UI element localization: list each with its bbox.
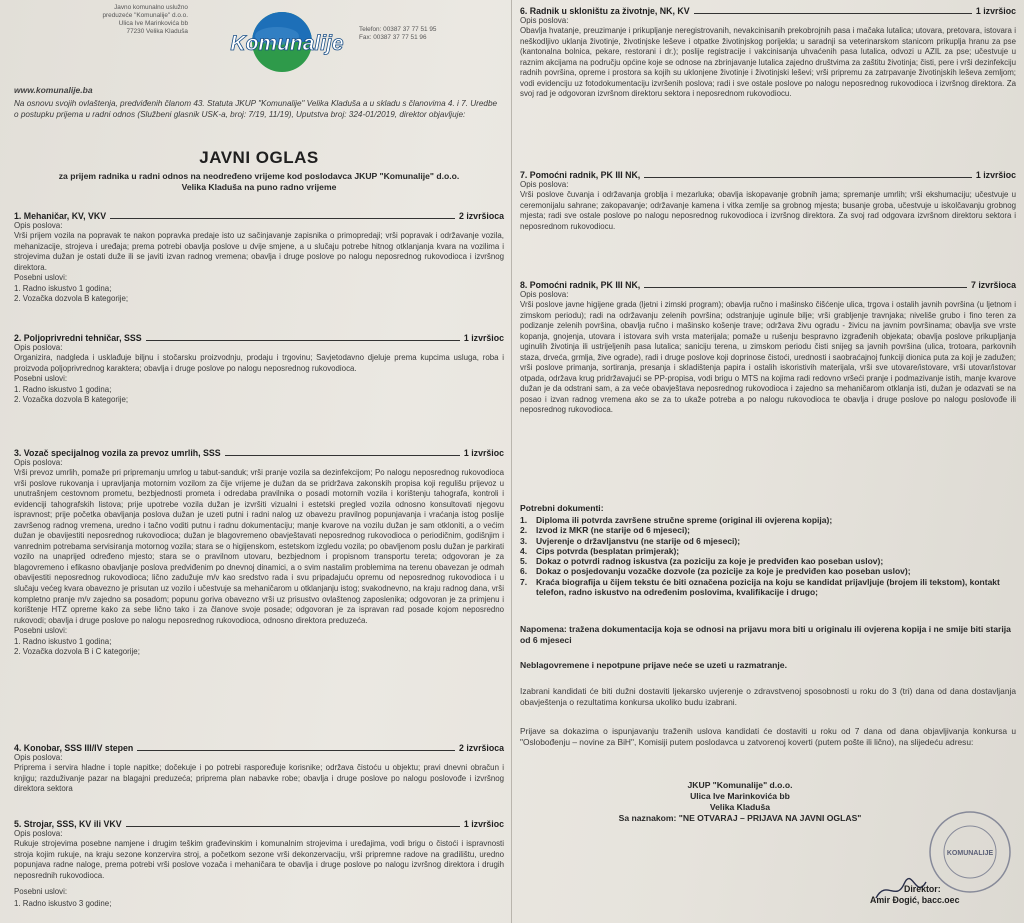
company-line: Javno komunalno uslužno (114, 4, 188, 11)
position-count: 1 izvršioc (463, 333, 504, 343)
letterhead (14, 0, 504, 82)
document-item: 2. Izvod iz MKR (ne starije od 6 mjeseci); (520, 525, 690, 536)
position-count: 1 izvršioc (975, 6, 1016, 16)
position-8 (520, 278, 1016, 416)
position-title: 8. Pomoćni radnik, PK III NK, (520, 280, 641, 290)
opis-label: Opis poslova: (14, 221, 63, 230)
position-5 (14, 817, 504, 910)
condition-item: 1. Radno iskustvo 1 godina; (14, 384, 112, 394)
opis-label: Opis poslova: (14, 343, 63, 352)
condition-item: 2. Vozačka dozvola B kategorije; (14, 394, 129, 404)
document-text: Kraća biografija u čijem tekstu će biti označena pozicija na koju se kandidat prijavljuje (brojem ili tekstom), kontakt telefon, radno iskustvo na određenim poslovima, kvalifikacije i drugo; (536, 576, 1000, 598)
company-line: preduzeće "Komunalije" d.o.o. (102, 12, 188, 19)
position-title: 7. Pomoćni radnik, PK III NK, (520, 170, 641, 180)
position-count: 1 izvršioc (975, 170, 1016, 180)
document-item: 4. Cips potvrda (besplatan primjerak); (520, 545, 680, 556)
position-description: Rukuje strojevima posebne namjene i drugim teškim građevinskim i komunalnim strojevima i uređajima, vodi brigu o čistoći i ispravnosti stroja kojim rukuje, na kraju sezone konzervira stroj, a početkom sezone vrši dekonzervaciju, vrši pripremne radove na gradilištu, uredno popunjava radne naloge, prema potrebi vrši poslove vozača i mehaničara te obavlja i druge poslove po nalogu izvršnog direktora i drugih neposrednih rukovodioca. (14, 839, 504, 880)
condition-item: 1. Radno iskustvo 1 godina; (14, 283, 112, 293)
opis-label: Opis poslova: (14, 753, 63, 762)
incomplete-notice: Neblagovremene i nepotpune prijave neće se uzeti u razmatranje. (520, 660, 787, 670)
intro-text: Na osnovu svojih ovlaštenja, predviđenih članom 43. Statuta JKUP "Komunalije" Velika Kladuša a u skladu s članovima 4. i 7. Uredbe o postupku prijema u radni odnos (Službeni glasnik USK-a, broj: 7/19, 11/19), Uputstva broj: 324-01/2019, direktor objavljuje: (14, 99, 498, 119)
signature-block (870, 884, 959, 906)
company-line: 77230 Velika Kladuša (126, 28, 188, 35)
page-title: JAVNI OGLAS (199, 148, 319, 167)
position-1 (14, 209, 504, 304)
position-description: Vrši prijem vozila na popravak te nakon popravka predaje isto uz sačinjavanje zapisnika o primopredaji; vrši popravak i održavanje vozila, mehanizacije, strojeva i uređaja; prema potrebi obavlja poslove u dvije smjene, a u slučaju potrebe hitnog otklanjanja kvara na vozilima i strojevima dužan je ostati duže ili se javiti izvan radnog vremena; obavlja i druge poslove po nalogu neposrednog rukovodioca i izvršnog direktora. (14, 231, 504, 272)
position-title: 2. Poljoprivredni tehničar, SSS (14, 333, 142, 343)
document-text: Dokaz o posjedovanju vozačke dozvole (za pozicije za koje je predviđen kao poseban uslov); (536, 566, 911, 577)
position-heading (14, 331, 504, 343)
left-column (14, 0, 504, 909)
company-line: Ulica Ive Marinkovića bb (118, 20, 188, 27)
condition-item: 2. Vozačka dozvola B kategorije; (14, 294, 129, 303)
phone-line: Telefon: 00387 37 77 51 95 (359, 26, 437, 33)
position-count: 7 izvršioca (971, 280, 1016, 290)
condition-item: 1. Radno iskustvo 1 godina; (14, 636, 112, 646)
position-title: 6. Radnik u skloništu za životnje, NK, KV (520, 6, 690, 16)
komunalije-logo (222, 8, 352, 76)
documents-heading: Potrebni dokumenti: (520, 503, 604, 513)
medical-paragraph: Izabrani kandidati će biti dužni dostaviti ljekarsko uvjerenje o zdravstvenoj sposobnosti u roku do 3 (tri) dana od dana dostavljanja obavještenja o rezultatima konkursa ukoliko budu izabrani. (520, 686, 1016, 707)
position-count: 1 izvršioc (463, 819, 504, 829)
position-heading (14, 209, 504, 221)
position-7 (520, 168, 1016, 232)
opis-label: Opis poslova: (520, 180, 569, 189)
document-text: Dokaz o potvrdi radnog iskustva (za poziciju za koje je predviđen kao poseban uslov); (536, 556, 884, 567)
position-4 (14, 741, 504, 795)
document-text: Uvjerenje o državljanstvu (ne starije od 6 mjeseci); (536, 535, 741, 546)
position-title: 3. Vozač specijalnog vozila za prevoz umrlih, SSS (14, 448, 221, 458)
director-label: Direktor: (904, 884, 941, 894)
subtitle-line: Velika Kladuša na puno radno vrijeme (181, 181, 337, 192)
condition-item: 2. Vozačka dozvola B i C kategorije; (14, 647, 140, 657)
logo-text: Komunalije (230, 32, 344, 55)
opis-label: Opis poslova: (520, 16, 569, 25)
condition-item: 1. Radno iskustvo 3 godine; (14, 899, 112, 909)
position-count: 2 izvršioca (459, 211, 504, 221)
position-heading (14, 741, 504, 753)
required-documents (520, 503, 1016, 597)
position-count: 2 izvršioca (459, 743, 504, 753)
position-heading (520, 278, 1016, 290)
opis-label: Opis poslova: (520, 290, 569, 299)
document-item: 1. Diploma ili potvrda završene stručne spreme (original ili ovjerena kopija); (520, 515, 833, 525)
address-line: Ulica Ive Marinkovića bb (690, 791, 790, 801)
position-description: Vrši poslove čuvanja i održavanja groblja i mezarluka; obavlja iskopavanje grobnih jama; spremanje umrlih; vrši ekshumaciju; učestvuje u ceremonijalu sahrane; zakopavanje; održavanje kamena i vitka zemlje sa grobnog mjesta; busanje groba, učestvuje u iskolčavanju grobnog mjesta; radi sve ostale poslove po nalogu neposrednog rukovodioca i izvršnog direktora. Za svoj rad odgovara izvršnom direktoru sektora i neposrednom rukovodiocu. (520, 190, 1016, 231)
position-description: Organizira, nadgleda i usklađuje biljnu i stočarsku proizvodnju, prodaju i trgovinu; Savjetodavno djeluje prema kupcima usluga, roba i proizvoda poljoprivrednog karaktera; obavlja i druge poslove po nalogu neposrednog rukovodioca. (14, 353, 504, 373)
position-description: Vrši poslove javne higijene grada (ljetni i zimski program); obavlja ručno i mašinsko čišćenje ulica, trgova i ostalih javnih površina (u ljetnom i zimskom periodu); radi na održavanju zelenih površina; odstranjuje uginule bilje; vrši grabljenje travnjaka; niveliše grubo i fino teren za podizanje zelenih površina, obavlja ručno i mašinsko košenje trave; održava živu ogradu - živicu na javnim površinama; obavlja sve vrste kopanja, gnojenja, utovara i istovara svih vrsta materijala; pomaže u rušenju bespravno izgrađenih objekata; obavlja poslove prikupljanja uginulih životinja ili ustrijeljenih pasa lutalica; saniciju terena, u zimskom periodu čisti snijeg sa javnih površina (ulica, trotoara, parkovnih staza, drveća, grmlja, žive ograde), radi i druge poslove koji doprinose čistoći, urednosti i saobraćajnoj funkciji dionica puta za koji je zadužen; vrši poslove primanja, sortiranja, presanja i skladištenja papira i ostalih iskoristivih materijala, vrši sve utovare/istovare, vrši utovar/istovar otpada, održava krug pridržavajući se PP-propisa, vodi brigu o MTS na kojima radi redovno vršeći pranje i podmazivanje istih, manje kvarove dužan je da odstrani sam, a za veće obavještava neposrednog rukovodioca i zajedno sa mehaničarom otklanja isti, dužan je odazvati se na posao i izvan radnog vremena ako se za to ukaže potreba a po nalogu rukovodioca te obavlja i druge poslove po nalogu poslovođe ili neposrednog rukovodioca. (520, 300, 1016, 415)
address-line: JKUP "Komunalije" d.o.o. (687, 780, 793, 790)
position-heading (520, 168, 1016, 180)
opis-label: Opis poslova: (14, 829, 63, 838)
director-name: Amir Đogić, bacc.oec (870, 895, 960, 905)
document-item: 7. Kraća biografija u čijem tekstu će biti označena pozicija na koju se kandidat prijavljuje (brojem ili tekstom), kontakt telefon, radno iskustvo na određenim poslovima, kvalifikacije i drugo; (520, 577, 1016, 598)
fax-line: Fax: 00387 37 77 51 96 (359, 34, 427, 41)
document-item: 5. Dokaz o potvrdi radnog iskustva (za poziciju za koje je predviđen kao poseban uslov); (520, 556, 884, 567)
document-item: 3. Uvjerenje o državljanstvu (ne starije od 6 mjeseci); (520, 535, 741, 546)
mailing-address (520, 780, 960, 824)
position-2 (14, 331, 504, 405)
position-heading (14, 446, 504, 458)
position-title: 5. Strojar, SSS, KV ili VKV (14, 819, 122, 829)
position-count: 1 izvršioc (463, 448, 504, 458)
position-title: 4. Konobar, SSS III/IV stepen (14, 743, 134, 753)
subtitle-line: za prijem radnika u radni odnos na neodređeno vrijeme kod poslodavca JKUP "Komunalije" d.o.o. (58, 171, 460, 181)
document-text: Cips potvrda (besplatan primjerak); (536, 545, 680, 556)
address-marking: Sa naznakom: "NE OTVARAJ – PRIJAVA NA JAVNI OGLAS" (618, 813, 862, 823)
position-description: Priprema i servira hladne i tople napitke; dočekuje i po potrebi raspoređuje korisnike; održava čistoću u objektu; pravi dnevni obračun i knjigu; razduživanje pazar na blagajni preduzeća; priprema plan nabavke robe; obavlja i druge poslove po nalogu poslovođe i izvršnog direktora sektora (14, 763, 504, 794)
website: www.komunalije.ba (14, 85, 93, 95)
address-line: Velika Kladuša (709, 802, 771, 812)
column-divider (511, 0, 512, 923)
document-text: Diploma ili potvrda završene stručne spreme (original ili ovjerena kopija); (536, 515, 833, 525)
position-description: Vrši prevoz umrlih, pomaže pri pripremanju umrlog u tabut-sanduk; vrši pranje vozila sa dezinfekcijom; Po nalogu neposrednog rukovodioca vrši poslove rukovanja i upravljanja motornim vozilom za čije vrijeme je dužan da se pridržava zakonskih propisa koji regulišu prijevoz u unutrašnjem cestovnom prometu, bezbjednosti prometa i odredaba pravilnika o posadi motornih vozila i korištenju tahografa, kontroli i evidenciji tahografskih listova; prije upotrebe vozila dužan je izvršiti vizualni i estetski pregled vozila odnosno konsultovati njegovu ispravnost; prije početka obavljanja poslova dužan je uzeti putni i radni nalog uz obavezu pravilnog popunjavanja i vraćanja istog poslije završenog radnog vremena, uredno i tačno voditi putnu i radnu dokumentaciju; manje kvarove na vozilu dužan je sam otkloniti, a o većim dužan je obavijestiti neposrednog rukovodioca; dužan je blagovremeno obavještavati neposrednog rukovodioca o periodičnim, godišnjim i vanrednim potrebama servisiranja motornog vozila; stara se o higijenskom, estetskom izgledu vozila; po obavljenom poslu dužan je parkirati vozilo na unaprijed određeno mjesto; stara se o pravilnom utovaru, bezbjednom i propisnom transportu tereta; odgovoran je za blagovremeno i efikasno obavljanje poslova predviđenim po dnevnoj dinamici, a o svim nastalim problemima na terenu obavezan je odmah obavijestiti neposrednog rukovodioca; lično zadužuje m/v kao sredstvo rada i svu pripadajuću opremu od neposrednog rukovodioca i u slučaju većeg kvara obavezno je prisutan uz vozilo i učestvuje sa mehaničarom u otklanjanju istog; svakodnevno, na kraju radnog dana, vrši kompletno pranje m/v zajedno sa posadom; popunu goriva obavezno vrši uz prisustvo ovlaštenog zaposlenika; odgovoran je za primjenu i korištenje HTZ opreme kako za sebe lično tako i za članove svoje posade; odgovoran je za ispravan rad posade kojom neposredno rukovodi; obavlja i druge poslove po nalogu neposrednog rukovodioca, odnosno direktora preduzeća. (14, 468, 504, 625)
position-heading (520, 4, 1016, 16)
conditions-label: Posebni uslovi: (14, 273, 68, 283)
position-3 (14, 446, 504, 657)
note: Napomena: tražena dokumentacija koja se odnosi na prijavu mora biti u originalu ili ovjerena kopija i ne smije biti starija od 6 mjeseci (520, 624, 1011, 645)
opis-label: Opis poslova: (14, 458, 63, 467)
conditions-label: Posebni uslovi: (14, 626, 68, 636)
position-title: 1. Mehaničar, KV, VKV (14, 211, 107, 221)
document-text: Izvod iz MKR (ne starije od 6 mjeseci); (536, 525, 690, 536)
position-heading (14, 817, 504, 829)
stamp-text: KOMUNALIJE (946, 850, 994, 857)
conditions-label: Posebni uslovi: (14, 374, 68, 384)
conditions-label: Posebni uslovi: (14, 887, 68, 897)
documents-list (520, 515, 1016, 597)
position-description: Obavlja hvatanje, preuzimanje i prikupljanje neregistrovanih, nevakcinisanih prekobrojnih pasa i mačaka lutalica; utovara, pretovara, istovara i neškodljivo uklanja životinje, životinjske leševe i otpatke životinjskog porijekla; u saradnji sa veterinarskom stanicom prikuplja hranu za pse (kantonalna bolnica, pekare, restorani i dr.); poslije registracije i vakcinisanja uhvaćenih pasa lutalica, odvozi u AZIL za pse; učestvuje u raznim akcijama na području općine koje se odnose na zbrinjavanje lutalica zajedno društvima za zaštitu životinja; čisti, pere i vrši dezinfekciju radnih površina, opreme i prostora sa kojih su uklonjene životinje i životinjski leševi; vrši pripremu za zatrpavanje životinjskih leševa zemljom; vodi evidenciju uz fotodokumentaciju izvršenih poslova; radi i sve ostale poslove po nalogu neposrednog rukovodioca i izvršnog direktora. Za svoj rad je odgovoran izvršnom direktoru sektora i neposrednom rukovodiocu. (520, 26, 1016, 99)
subtitle (14, 171, 504, 192)
submission-paragraph: Prijave sa dokazima o ispunjavanju traženih uslova kandidati će dostaviti u roku od 7 dana od dana objavljivanja konkursa u "Oslobođenju – novine za BiH", Komisiji putem poslodavca u zatvorenoj koverti (putem pošte ili lično), na slijedeću adresu: (520, 726, 1016, 747)
company-address (64, 4, 188, 36)
company-contact (359, 26, 436, 42)
position-6 (520, 4, 1016, 100)
document-item: 6. Dokaz o posjedovanju vozačke dozvole (za pozicije za koje je predviđen kao poseban uslov); (520, 566, 911, 577)
